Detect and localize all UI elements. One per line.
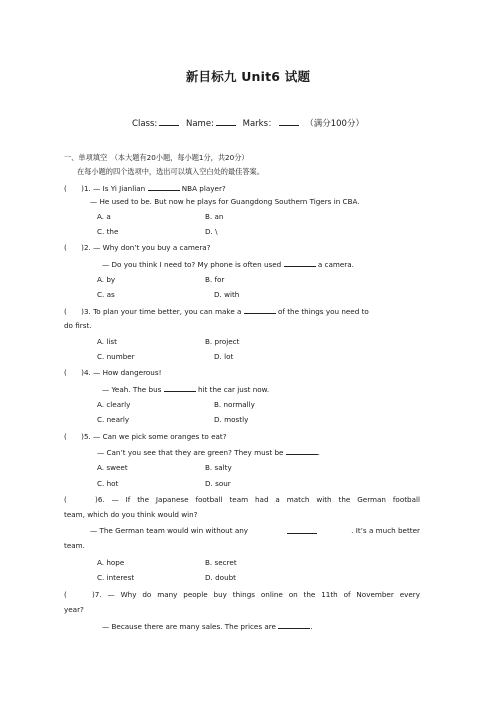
q1-reply: — He used to be. But now he plays for Guangdong Southern Tigers in CBA. [90,197,360,206]
q2-option-a[interactable]: A. by [97,275,116,284]
q3-blank[interactable] [244,306,276,314]
marks-label: Marks： [242,119,277,129]
question-4-stem: ( )4. — How dangerous! [64,368,162,377]
q6-option-d[interactable]: D. doubt [205,573,236,582]
class-blank[interactable] [159,117,179,126]
q3-stem-b: of the things you need to [278,307,369,316]
question-5-stem: ( )5. — Can we pick some oranges to eat? [64,432,227,441]
q6-reply-b: . It’s a much better [351,526,420,535]
q7-stem-b: year? [64,605,84,614]
name-blank[interactable] [216,117,236,126]
question-6-stem: ( )6. — If the Japanese football team had a match with the German football [64,495,420,504]
marks-blank[interactable] [279,117,299,126]
q6-reply-c: team. [64,541,85,550]
q3-option-a[interactable]: A. list [97,337,117,346]
q5-reply [97,447,320,458]
q1-blank[interactable] [148,183,180,191]
q1-option-d[interactable]: D. \ [205,227,218,236]
class-label: Class: [132,119,158,129]
q6-reply [90,526,420,536]
section-heading: 一、单项填空 （本大题有20小题，每小题1分，共20分） [64,153,249,162]
q1-stem-b: NBA player? [181,184,226,193]
q4-reply [102,384,269,395]
q5-option-c[interactable]: C. hot [97,479,119,488]
q4-option-b[interactable]: B. normally [214,400,255,409]
q4-option-c[interactable]: C. nearly [97,415,130,424]
q6-stem-b: team, which do you think would win? [64,510,198,519]
q6-reply-a: — The German team would win without any [90,526,249,535]
q7-blank[interactable] [278,621,313,631]
q3-option-b[interactable]: B. project [205,337,240,346]
question-1-stem [64,183,226,194]
q2-option-d[interactable]: D. with [214,290,240,299]
q4-option-d[interactable]: D. mostly [214,415,249,424]
q6-option-c[interactable]: C. interest [97,573,135,582]
q4-reply-a: — Yeah. The bus [102,385,162,394]
page-title: 新目标九 Unit6 试题 [185,69,311,84]
q7-reply-a: — Because there are many sales. The prices are [102,622,276,631]
q6-blank[interactable] [287,526,317,534]
q5-option-a[interactable]: A. sweet [97,463,128,472]
q2-blank[interactable] [284,259,316,267]
q5-reply-b: . [317,448,321,457]
q7-reply-b: . [310,622,313,631]
q6-option-b[interactable]: B. secret [205,558,237,567]
q7-reply [102,621,313,632]
q1-stem-a: ( )1. — Is Yi Jianlian [64,184,146,193]
q1-option-b[interactable]: B. an [205,212,224,221]
q6-option-a[interactable]: A. hope [97,558,125,567]
q1-option-c[interactable]: C. the [97,227,119,236]
q3-option-c[interactable]: C. number [97,352,135,361]
question-7-stem: ( )7. — Why do many people buy things online on the 11th of November every [64,590,420,599]
section-instruction: 在每小题的四个选项中，选出可以填入空白处的最佳答案。 [77,167,264,176]
total-score: （满分100分） [305,119,364,129]
q3-stem-c: do first. [64,321,92,330]
q5-option-d[interactable]: D. sour [205,479,231,488]
q2-reply-b: a camera. [317,260,354,269]
q2-reply-a: — Do you think I need to? My phone is often used [102,260,282,269]
q5-reply-a: — Can’t you see that they are green? They must be [97,448,284,457]
q2-option-c[interactable]: C. as [97,290,115,299]
name-label: Name: [185,119,214,129]
question-2-stem: ( )2. — Why don’t you buy a camera? [64,243,211,252]
q3-option-d[interactable]: D. lot [214,352,234,361]
q3-stem-a: ( )3. To plan your time better, you can make a [64,307,242,316]
student-info-line [0,117,496,129]
q5-option-b[interactable]: B. salty [205,463,232,472]
q5-blank[interactable] [286,447,321,457]
q1-option-a[interactable]: A. a [97,212,111,221]
q2-reply [102,259,354,270]
q4-blank[interactable] [164,384,196,392]
question-3-stem [64,306,369,317]
q2-option-b[interactable]: B. for [205,275,225,284]
q4-reply-b: hit the car just now. [197,385,270,394]
q4-option-a[interactable]: A. clearly [97,400,131,409]
